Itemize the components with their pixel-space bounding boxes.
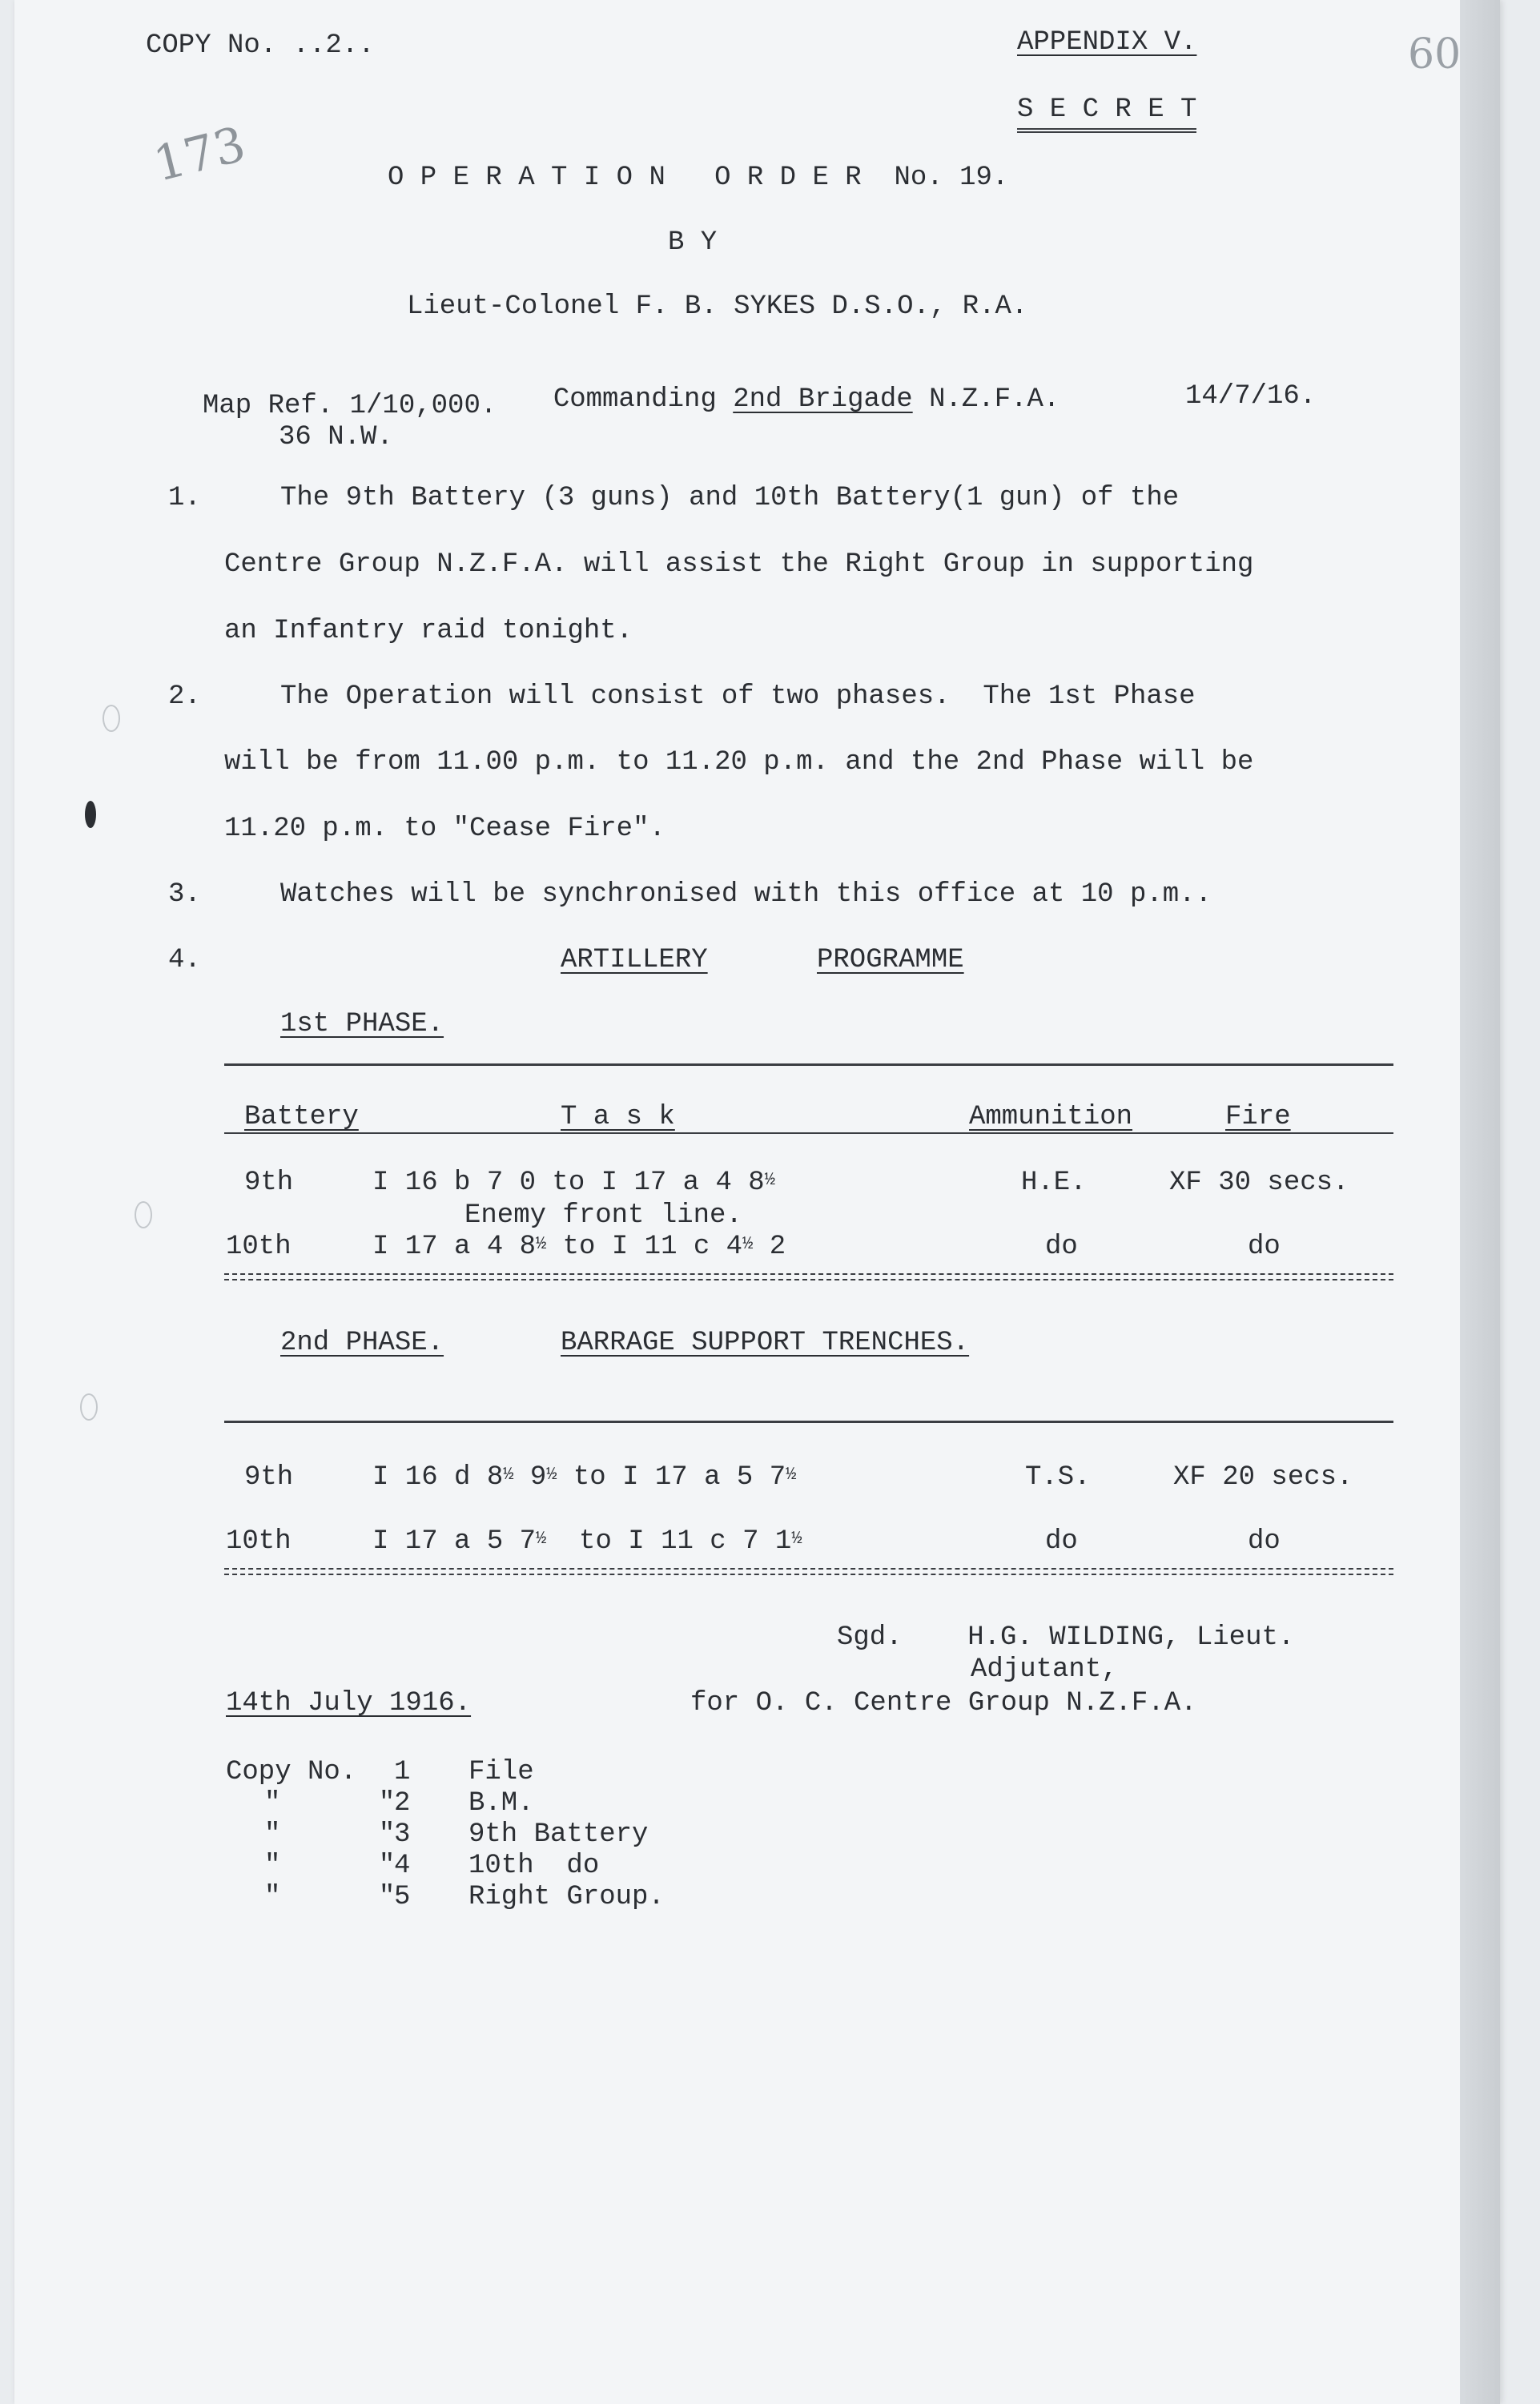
column-ammunition: Ammunition: [969, 1102, 1133, 1132]
order-command: [521, 359, 1060, 413]
handwritten-folio-number: 173: [148, 116, 251, 193]
table-rule: [224, 1063, 1393, 1066]
column-battery: Battery: [244, 1102, 359, 1132]
distribution-prefix: " ": [264, 1882, 396, 1912]
table-cell-battery: 10th: [226, 1232, 292, 1262]
task-fraction: ½: [536, 1529, 547, 1549]
column-fire: Fire: [1225, 1102, 1291, 1132]
copy-number: COPY No. ..2..: [146, 30, 375, 61]
distribution-number: 3: [394, 1819, 411, 1850]
column-task: T a s k: [561, 1102, 675, 1132]
table-cell-battery: 10th: [226, 1526, 292, 1557]
phase1-label: 1st PHASE.: [280, 1009, 444, 1039]
task-text: I 17 a 4 8: [372, 1232, 537, 1262]
appendix-label: APPENDIX V.: [1017, 27, 1197, 58]
paragraph-number: 4.: [168, 945, 201, 975]
table-cell-fire: XF 20 secs.: [1173, 1462, 1353, 1493]
issue-date: 14th July 1916.: [226, 1688, 472, 1719]
distribution-recipient: 10th do: [468, 1851, 600, 1881]
paragraph-number: 3.: [168, 879, 201, 910]
table-cell-fire: do: [1248, 1232, 1281, 1262]
distribution-number: 4: [394, 1851, 411, 1881]
task-fraction: ½: [546, 1465, 557, 1485]
task-fraction: ½: [536, 1234, 547, 1254]
order-date: 14/7/16.: [1185, 381, 1317, 412]
distribution-number: 5: [394, 1882, 411, 1912]
order-author: Lieut-Colonel F. B. SYKES D.S.O., R.A.: [407, 291, 1028, 322]
punch-hole: [80, 1393, 98, 1421]
task-text: 9: [513, 1462, 547, 1493]
task-fraction: ½: [503, 1465, 514, 1485]
punch-hole: [85, 801, 96, 828]
paragraph-line: will be from 11.00 p.m. to 11.20 p.m. and the 2nd Phase will be: [224, 747, 1254, 778]
task-fraction: ½: [791, 1529, 802, 1549]
table-cell-task: [372, 1233, 786, 1260]
punch-hole: [135, 1201, 152, 1228]
map-reference: Map Ref. 1/10,000.: [203, 391, 497, 421]
task-fraction: ½: [742, 1234, 754, 1254]
phase2-label: 2nd PHASE.: [280, 1328, 444, 1358]
table-cell-task: [372, 1169, 775, 1196]
paragraph-line: The 9th Battery (3 guns) and 10th Battery(1 gun) of the: [280, 483, 1180, 513]
distribution-recipient: File: [468, 1757, 534, 1787]
table-cell-task: [372, 1464, 796, 1491]
signature-unit: for O. C. Centre Group N.Z.F.A.: [690, 1688, 1197, 1719]
task-text: I 16 d 8: [372, 1462, 504, 1493]
distribution-recipient: 9th Battery: [468, 1819, 649, 1850]
punch-hole: [103, 705, 120, 732]
table-double-rule: [224, 1568, 1393, 1575]
programme-heading-a: ARTILLERY: [561, 945, 708, 975]
distribution-prefix: Copy No.: [226, 1757, 357, 1787]
task-text: to I 17 a 5 7: [557, 1462, 786, 1493]
paragraph-line: Watches will be synchronised with this office at 10 p.m..: [280, 879, 1212, 910]
distribution-recipient: B.M.: [468, 1788, 534, 1819]
task-text: to I 11 c 4: [546, 1232, 743, 1262]
table-double-rule: [224, 1273, 1393, 1280]
paragraph-line: The Operation will consist of two phases. The 1st Phase: [280, 681, 1196, 712]
paragraph-line: 11.20 p.m. to "Cease Fire".: [224, 814, 665, 844]
programme-heading-b: PROGRAMME: [817, 945, 964, 975]
table-rule: [224, 1421, 1393, 1423]
table-cell-battery: 9th: [244, 1462, 294, 1493]
distribution-number: 2: [394, 1788, 411, 1819]
command-suffix: N.Z.F.A.: [912, 384, 1060, 415]
task-text: I 16 b 7 0 to I 17 a 4 8: [372, 1168, 765, 1198]
task-text: to I 11 c 7 1: [546, 1526, 792, 1557]
paragraph-number: 2.: [168, 681, 201, 712]
distribution-prefix: " ": [264, 1851, 396, 1881]
table-cell-ammunition: do: [1045, 1232, 1078, 1262]
paper-edge: [1460, 0, 1500, 2404]
classification: S E C R E T: [1017, 96, 1196, 133]
table-cell-ammunition: T.S.: [1025, 1462, 1091, 1493]
task-text: I 17 a 5 7: [372, 1526, 537, 1557]
distribution-prefix: " ": [264, 1788, 396, 1819]
signature-title: Adjutant,: [971, 1654, 1118, 1685]
distribution-number: 1: [394, 1757, 411, 1787]
header-rule: [224, 1132, 1393, 1134]
paragraph-number: 1.: [168, 483, 201, 513]
map-sheet: 36 N.W.: [279, 422, 393, 452]
table-cell-task-note: Enemy front line.: [464, 1200, 742, 1231]
command-brigade: 2nd Brigade: [733, 384, 913, 415]
paragraph-line: Centre Group N.Z.F.A. will assist the Right Group in supporting: [224, 549, 1254, 580]
order-title: O P E R A T I O N O R D E R No. 19.: [388, 163, 1009, 193]
table-cell-fire: XF 30 secs.: [1169, 1168, 1349, 1198]
table-cell-ammunition: do: [1045, 1526, 1078, 1557]
paragraph-line: an Infantry raid tonight.: [224, 616, 633, 646]
handwritten-page-number: 60: [1408, 30, 1462, 78]
phase2-title: BARRAGE SUPPORT TRENCHES.: [561, 1328, 970, 1358]
table-cell-battery: 9th: [244, 1168, 294, 1198]
distribution-recipient: Right Group.: [468, 1882, 665, 1912]
order-by: B Y: [668, 227, 718, 258]
task-fraction: ½: [786, 1465, 797, 1485]
task-fraction: ½: [764, 1170, 775, 1190]
command-prefix: Commanding: [553, 384, 734, 415]
table-cell-task: [372, 1528, 802, 1555]
table-cell-fire: do: [1248, 1526, 1281, 1557]
distribution-prefix: " ": [264, 1819, 396, 1850]
task-text: 2: [753, 1232, 786, 1262]
signature-line: Sgd. H.G. WILDING, Lieut.: [837, 1622, 1295, 1653]
table-cell-ammunition: H.E.: [1021, 1168, 1087, 1198]
